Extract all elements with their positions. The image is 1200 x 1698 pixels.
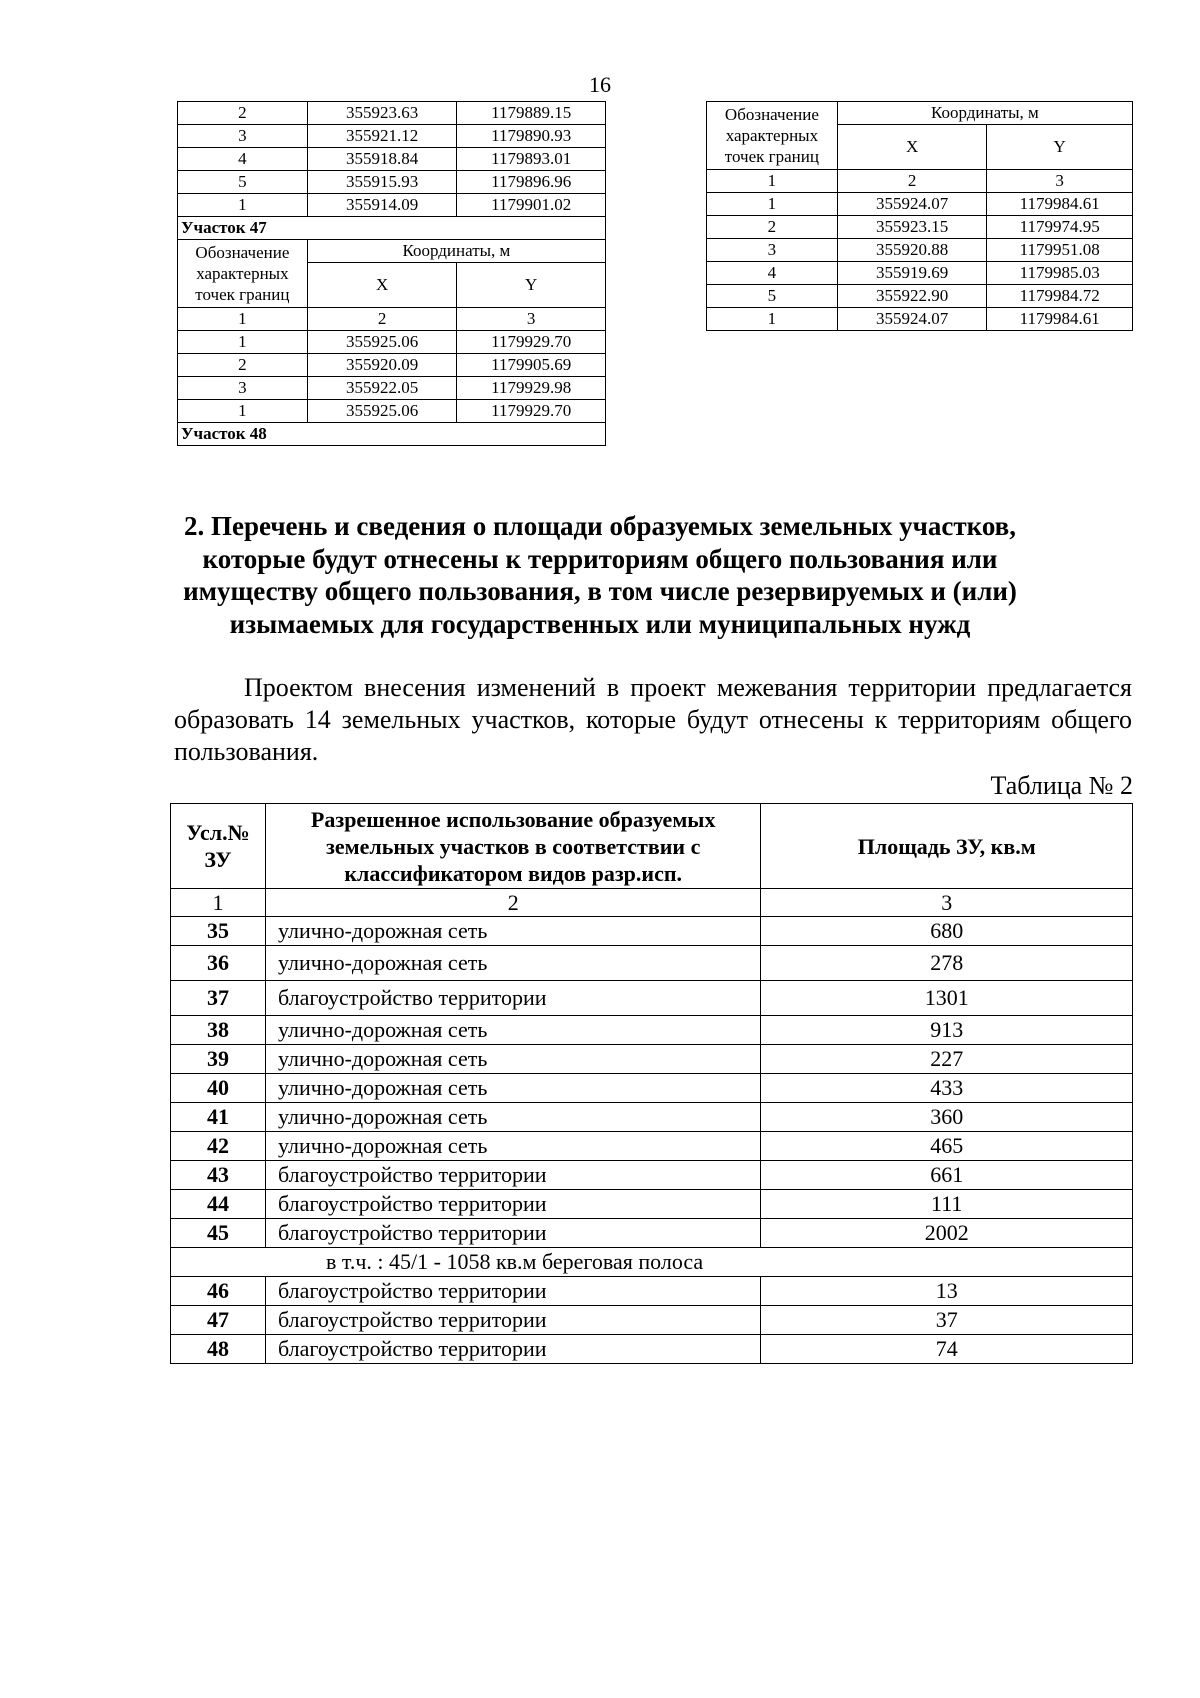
point-number: 2 — [707, 216, 838, 239]
y-coordinate: 1179929.98 — [457, 377, 606, 400]
permitted-use-header: Разрешенное использование образуемых земельных участков в соответствии с классификатором видов разр.исп. — [265, 804, 761, 889]
heading-line: которые будут отнесены к территориям общего пользования или — [202, 543, 998, 574]
table-row — [171, 981, 1133, 1016]
coordinate-row — [707, 285, 1133, 308]
y-coordinate: 1179951.08 — [987, 239, 1133, 262]
coordinate-row — [178, 400, 606, 423]
y-header: Y — [457, 263, 606, 308]
table-row — [171, 1103, 1133, 1132]
x-header: X — [307, 263, 457, 308]
point-number: 3 — [178, 125, 308, 148]
column-number: 3 — [457, 308, 606, 331]
section-row — [178, 217, 606, 240]
table-row — [171, 1277, 1133, 1306]
plot-number: 45 — [171, 1219, 266, 1248]
table-row — [171, 1016, 1133, 1045]
point-number: 5 — [178, 171, 308, 194]
plot-number: 47 — [171, 1306, 266, 1335]
y-coordinate: 1179901.02 — [457, 194, 606, 217]
heading-line: имуществу общего пользования, в том числе резервируемых и (или) — [183, 576, 1017, 606]
plot-number: 41 — [171, 1103, 266, 1132]
coordinate-row — [707, 216, 1133, 239]
plot-number: 46 — [171, 1277, 266, 1306]
permitted-use: улично-дорожная сеть — [265, 1045, 761, 1074]
column-number: 3 — [987, 170, 1133, 193]
permitted-use: улично-дорожная сеть — [265, 917, 761, 946]
x-coordinate: 355924.07 — [837, 193, 987, 216]
coordinate-row — [707, 193, 1133, 216]
table-row — [171, 1045, 1133, 1074]
plot-number: 37 — [171, 981, 266, 1016]
plot-number-header: Усл.№ ЗУ — [171, 804, 266, 889]
coordinate-row — [707, 239, 1133, 262]
column-number: 1 — [707, 170, 838, 193]
coordinate-row — [178, 171, 606, 194]
x-coordinate: 355920.88 — [837, 239, 987, 262]
coordinate-row — [707, 308, 1133, 331]
land-plots-table — [170, 803, 1133, 1364]
plot-area: 74 — [761, 1335, 1133, 1364]
point-number: 2 — [178, 102, 308, 125]
y-coordinate: 1179985.03 — [987, 262, 1133, 285]
column-number: 1 — [171, 889, 266, 917]
plot-number: 44 — [171, 1190, 266, 1219]
point-number: 4 — [178, 148, 308, 171]
coordinate-row — [178, 331, 606, 354]
coordinates-table-left — [177, 101, 606, 446]
coordinate-row — [178, 125, 606, 148]
y-coordinate: 1179984.61 — [987, 308, 1133, 331]
y-coordinate: 1179896.96 — [457, 171, 606, 194]
plot-number: 40 — [171, 1074, 266, 1103]
point-number: 4 — [707, 262, 838, 285]
heading-line: 2. Перечень и сведения о площади образуемых земельных участков, — [184, 511, 1016, 541]
coordinate-row — [178, 354, 606, 377]
header-row — [178, 240, 606, 263]
x-coordinate: 355920.09 — [307, 354, 457, 377]
coordinate-row — [178, 194, 606, 217]
point-number: 3 — [178, 377, 308, 400]
plot-area: 360 — [761, 1103, 1133, 1132]
y-coordinate: 1179905.69 — [457, 354, 606, 377]
area-header: Площадь ЗУ, кв.м — [761, 804, 1133, 889]
column-number-row — [171, 889, 1133, 917]
y-coordinate: 1179890.93 — [457, 125, 606, 148]
table-row — [171, 1306, 1133, 1335]
x-header: X — [837, 125, 987, 170]
x-coordinate: 355918.84 — [307, 148, 457, 171]
coords-header: Координаты, м — [307, 240, 605, 263]
table-row — [171, 1335, 1133, 1364]
point-number: 5 — [707, 285, 838, 308]
coords-header: Координаты, м — [837, 102, 1132, 125]
column-number-row — [178, 308, 606, 331]
plot-area: 2002 — [761, 1219, 1133, 1248]
y-coordinate: 1179974.95 — [987, 216, 1133, 239]
x-coordinate: 355923.63 — [307, 102, 457, 125]
table-row — [171, 1219, 1133, 1248]
plot-number: 38 — [171, 1016, 266, 1045]
plot-area: 227 — [761, 1045, 1133, 1074]
plot-area: 661 — [761, 1161, 1133, 1190]
plot-area: 913 — [761, 1016, 1133, 1045]
column-number: 2 — [837, 170, 987, 193]
x-coordinate: 355922.05 — [307, 377, 457, 400]
plot-area: 1301 — [761, 981, 1133, 1016]
plot-number: 39 — [171, 1045, 266, 1074]
plot-area: 111 — [761, 1190, 1133, 1219]
plot-number: 42 — [171, 1132, 266, 1161]
y-coordinate: 1179984.72 — [987, 285, 1133, 308]
point-number: 1 — [707, 193, 838, 216]
permitted-use: благоустройство территории — [265, 1161, 761, 1190]
point-number: 3 — [707, 239, 838, 262]
column-number: 2 — [307, 308, 457, 331]
coordinates-table-right — [706, 101, 1133, 331]
plot-area: 433 — [761, 1074, 1133, 1103]
plot-area: 680 — [761, 917, 1133, 946]
x-coordinate: 355923.15 — [837, 216, 987, 239]
coordinate-row — [707, 262, 1133, 285]
x-coordinate: 355919.69 — [837, 262, 987, 285]
y-coordinate: 1179889.15 — [457, 102, 606, 125]
point-label-header: Обозначение характерных точек границ — [178, 240, 308, 308]
y-header: Y — [987, 125, 1133, 170]
table-row — [171, 917, 1133, 946]
x-coordinate: 355915.93 — [307, 171, 457, 194]
x-coordinate: 355914.09 — [307, 194, 457, 217]
y-coordinate: 1179929.70 — [457, 331, 606, 354]
permitted-use: улично-дорожная сеть — [265, 1074, 761, 1103]
section-title: Участок 47 — [178, 217, 606, 240]
point-label-header: Обозначение характерных точек границ — [707, 102, 838, 170]
permitted-use: благоустройство территории — [265, 1219, 761, 1248]
permitted-use: благоустройство территории — [265, 1306, 761, 1335]
x-coordinate: 355925.06 — [307, 331, 457, 354]
plot-area: 13 — [761, 1277, 1133, 1306]
permitted-use: улично-дорожная сеть — [265, 1103, 761, 1132]
plot-number: 35 — [171, 917, 266, 946]
y-coordinate: 1179893.01 — [457, 148, 606, 171]
permitted-use: благоустройство территории — [265, 981, 761, 1016]
table-row — [171, 1074, 1133, 1103]
coordinate-row — [178, 148, 606, 171]
coordinate-row — [178, 102, 606, 125]
y-coordinate: 1179984.61 — [987, 193, 1133, 216]
column-number: 3 — [761, 889, 1133, 917]
table-row — [171, 1132, 1133, 1161]
plot-area: 278 — [761, 946, 1133, 981]
coordinate-row — [178, 377, 606, 400]
permitted-use: улично-дорожная сеть — [265, 1132, 761, 1161]
section-row — [178, 423, 606, 446]
table-row — [171, 946, 1133, 981]
point-number: 1 — [178, 331, 308, 354]
plot-number: 48 — [171, 1335, 266, 1364]
note-row — [171, 1248, 1133, 1277]
section-title: Участок 48 — [178, 423, 606, 446]
y-coordinate: 1179929.70 — [457, 400, 606, 423]
plot-number: 43 — [171, 1161, 266, 1190]
point-number: 1 — [707, 308, 838, 331]
table-caption: Таблица № 2 — [990, 771, 1133, 800]
body-paragraph: Проектом внесения изменений в проект межевания территории предлагается образовать 14 земельных участков, которые будут отнесены к территориям общего пользования. — [174, 673, 1132, 766]
permitted-use: улично-дорожная сеть — [265, 1016, 761, 1045]
permitted-use: благоустройство территории — [265, 1335, 761, 1364]
column-number-row — [707, 170, 1133, 193]
x-coordinate: 355922.90 — [837, 285, 987, 308]
table-row — [171, 1190, 1133, 1219]
x-coordinate: 355924.07 — [837, 308, 987, 331]
point-number: 1 — [178, 194, 308, 217]
table-row — [171, 1161, 1133, 1190]
plot-area: 465 — [761, 1132, 1133, 1161]
permitted-use: улично-дорожная сеть — [265, 946, 761, 981]
column-number: 1 — [178, 308, 308, 331]
header-row — [707, 102, 1133, 125]
heading-line: изымаемых для государственных или муниципальных нужд — [229, 608, 971, 639]
permitted-use: благоустройство территории — [265, 1277, 761, 1306]
permitted-use: благоустройство территории — [265, 1190, 761, 1219]
point-number: 1 — [178, 400, 308, 423]
plot-area: 37 — [761, 1306, 1133, 1335]
x-coordinate: 355925.06 — [307, 400, 457, 423]
page-number: 16 — [589, 72, 611, 97]
header-row — [171, 804, 1133, 889]
section-heading — [150, 510, 1050, 640]
point-number: 2 — [178, 354, 308, 377]
plot-number: 36 — [171, 946, 266, 981]
x-coordinate: 355921.12 — [307, 125, 457, 148]
column-number: 2 — [265, 889, 761, 917]
note-cell: в т.ч. : 45/1 - 1058 кв.м береговая полоса — [171, 1248, 1133, 1277]
